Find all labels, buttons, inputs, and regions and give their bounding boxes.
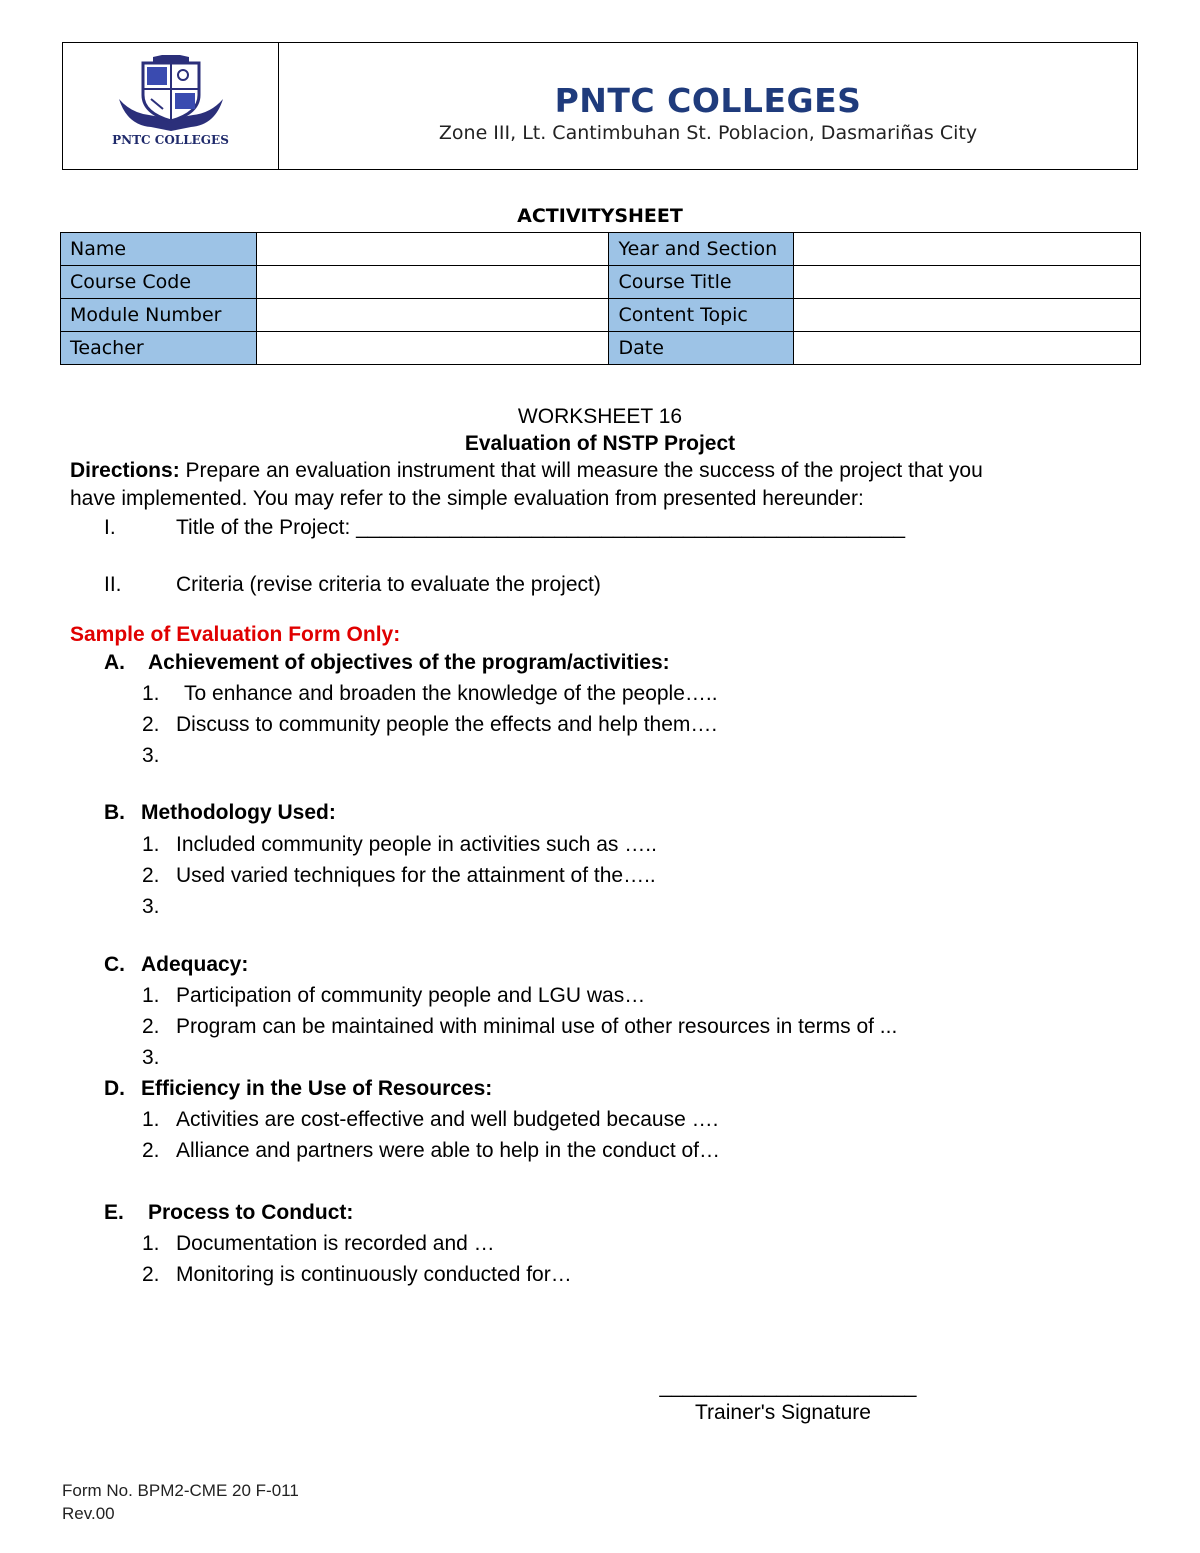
course-code-label: Course Code (61, 266, 257, 299)
course-title-field[interactable] (794, 266, 1141, 299)
criteria-item: Criteria (revise criteria to evaluate the project) (176, 573, 601, 596)
worksheet-number: WORKSHEET 16 (517, 405, 683, 428)
list-number: 2. (142, 864, 160, 887)
section-letter-d: D. (104, 1077, 125, 1100)
list-item: Monitoring is continuously conducted for… (176, 1263, 572, 1286)
directions-line-2: have implemented. You may refer to the simple evaluation from presented hereunder: (70, 487, 864, 510)
item-numeral-2: II. (104, 573, 122, 596)
list-number: 2. (142, 1263, 160, 1286)
college-header (62, 42, 1138, 170)
revision-number: Rev.00 (62, 1504, 115, 1523)
sample-heading: Sample of Evaluation Form Only: (70, 623, 401, 646)
year-section-field[interactable] (794, 233, 1141, 266)
list-item: Participation of community people and LGU was… (176, 984, 646, 1007)
section-title-d: Efficiency in the Use of Resources: (141, 1077, 493, 1100)
logo-caption: PNTC COLLEGES (112, 133, 229, 147)
signature-line: ______________________ (659, 1375, 917, 1398)
activity-sheet-title: ACTIVITYSHEET (517, 205, 683, 227)
list-item: To enhance and broaden the knowledge of the people….. (184, 682, 718, 705)
section-letter-b: B. (104, 801, 125, 824)
content-topic-label: Content Topic (609, 299, 794, 332)
date-field[interactable] (794, 332, 1141, 365)
section-title-a: Achievement of objectives of the program/activities: (148, 651, 670, 674)
directions-line-1 (70, 458, 983, 483)
form-number: Form No. BPM2-CME 20 F-011 (62, 1481, 299, 1500)
logo-cell (63, 43, 279, 169)
directions-text-1: Prepare an evaluation instrument that will measure the success of the project that you (179, 459, 983, 482)
list-item: Activities are cost-effective and well budgeted because …. (176, 1108, 719, 1131)
list-number: 3. (142, 1046, 160, 1069)
list-number: 1. (142, 833, 160, 856)
section-title-e: Process to Conduct: (148, 1201, 354, 1224)
project-title-item: Title of the Project: _______________________________________________ (176, 516, 906, 539)
name-label: Name (61, 233, 257, 266)
course-title-label: Course Title (609, 266, 794, 299)
list-item: Used varied techniques for the attainment of the….. (176, 864, 656, 887)
college-info (279, 43, 1137, 169)
list-item: Documentation is recorded and … (176, 1232, 495, 1255)
list-item: Included community people in activities such as ….. (176, 833, 657, 856)
activity-info-table (60, 232, 1141, 365)
directions-label: Directions: (70, 459, 180, 482)
section-title-c: Adequacy: (141, 953, 249, 976)
table-row (61, 299, 1141, 332)
teacher-label: Teacher (61, 332, 257, 365)
section-letter-a: A. (104, 651, 125, 674)
module-number-label: Module Number (61, 299, 257, 332)
list-number: 2. (142, 1015, 160, 1038)
list-number: 1. (142, 682, 160, 705)
content-topic-field[interactable] (794, 299, 1141, 332)
list-number: 1. (142, 1108, 160, 1131)
list-item: Alliance and partners were able to help in the conduct of… (176, 1139, 721, 1162)
section-letter-c: C. (104, 953, 125, 976)
table-row (61, 332, 1141, 365)
college-address: Zone III, Lt. Cantimbuhan St. Poblacion, Dasmariñas City (438, 122, 978, 144)
college-seal-logo (113, 55, 229, 133)
college-name: PNTC COLLEGES (554, 81, 862, 120)
list-number: 1. (142, 984, 160, 1007)
name-field[interactable] (256, 233, 609, 266)
list-item: Discuss to community people the effects and help them…. (176, 713, 718, 736)
list-number: 2. (142, 1139, 160, 1162)
list-number: 3. (142, 895, 160, 918)
list-number: 3. (142, 744, 160, 767)
year-section-label: Year and Section (609, 233, 794, 266)
date-label: Date (609, 332, 794, 365)
table-row (61, 233, 1141, 266)
table-row (61, 266, 1141, 299)
section-title-b: Methodology Used: (141, 801, 336, 824)
list-number: 1. (142, 1232, 160, 1255)
worksheet-title: Evaluation of NSTP Project (464, 432, 736, 455)
course-code-field[interactable] (256, 266, 609, 299)
signature-label: Trainer's Signature (695, 1401, 871, 1424)
section-letter-e: E. (104, 1201, 124, 1224)
module-number-field[interactable] (256, 299, 609, 332)
list-number: 2. (142, 713, 160, 736)
item-numeral-1: I. (104, 516, 116, 539)
list-item: Program can be maintained with minimal use of other resources in terms of ... (176, 1015, 898, 1038)
teacher-field[interactable] (256, 332, 609, 365)
